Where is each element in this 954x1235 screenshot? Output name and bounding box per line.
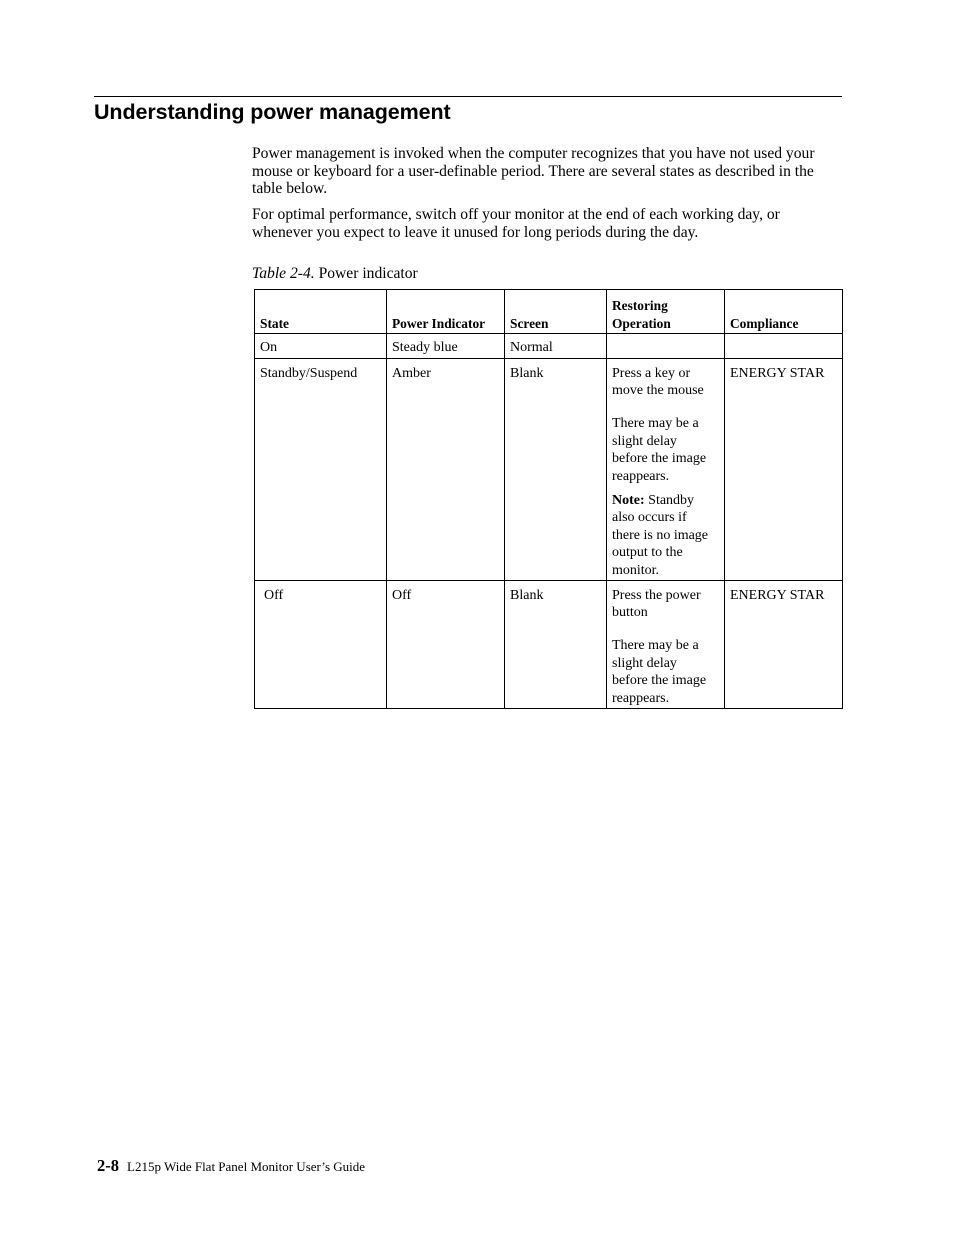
text-line — [612, 492, 719, 509]
table-row-off — [255, 580, 843, 708]
header-power-indicator: Power Indicator — [387, 290, 505, 334]
table-caption-title: Power indicator — [318, 265, 418, 282]
performance-paragraph: For optimal performance, switch off your monitor at the end of each working day, or whenever you expect to leave it unused for long periods during the day. — [252, 206, 780, 241]
restoring-instruction — [612, 365, 719, 400]
text-line: slight delay — [612, 655, 677, 671]
text-line: There may be a — [612, 638, 699, 654]
cell-restoring-operation — [607, 359, 725, 581]
cell-compliance — [725, 334, 843, 359]
header-restoring-operation — [607, 290, 725, 334]
cell-screen: Blank — [505, 359, 607, 581]
text-line: before the image — [612, 451, 707, 467]
cell-screen: Blank — [505, 580, 607, 708]
page-number: 2-8 — [97, 1156, 119, 1175]
table-row-on — [255, 334, 843, 359]
text-line: Press the power — [612, 587, 701, 603]
cell-state: Off — [255, 580, 387, 708]
text-line: before the image — [612, 673, 707, 689]
cell-screen: Normal — [505, 334, 607, 359]
table-caption-label: Table 2-4. — [252, 265, 315, 282]
restoring-instruction — [612, 587, 719, 622]
text-line: there is no image — [612, 527, 709, 543]
text-line: There may be a — [612, 416, 699, 432]
cell-state: Standby/Suspend — [255, 359, 387, 581]
cell-compliance: ENERGY STAR — [725, 359, 843, 581]
text-line: move the mouse — [612, 383, 704, 399]
text-line: reappears. — [612, 690, 670, 706]
cell-state: On — [255, 334, 387, 359]
cell-restoring-operation — [607, 580, 725, 708]
text-line: button — [612, 605, 648, 621]
text-line: reappears. — [612, 468, 670, 484]
text-line: monitor. — [612, 562, 660, 578]
cell-power-indicator: Amber — [387, 359, 505, 581]
cell-restoring-operation — [607, 334, 725, 359]
table-header-row — [255, 290, 843, 334]
page-footer — [97, 1156, 365, 1176]
cell-compliance: ENERGY STAR — [725, 580, 843, 708]
restoring-delay-note — [612, 415, 719, 485]
text-line: also occurs if — [612, 510, 687, 526]
standby-note — [612, 492, 719, 579]
header-restoring-line-2: Operation — [612, 315, 671, 331]
note-label: Note: — [612, 492, 645, 508]
note-text: Standby — [644, 492, 695, 508]
document-title: L215p Wide Flat Panel Monitor User’s Guide — [127, 1159, 366, 1174]
section-heading: Understanding power management — [94, 100, 451, 124]
header-compliance: Compliance — [725, 290, 843, 334]
power-indicator-table — [254, 289, 843, 709]
text-line: Press a key or — [612, 366, 691, 381]
header-state: State — [255, 290, 387, 334]
restoring-delay-note — [612, 637, 719, 707]
cell-power-indicator: Steady blue — [387, 334, 505, 359]
table-caption — [252, 265, 418, 283]
header-restoring-line-1: Restoring — [612, 298, 668, 314]
table-row-standby — [255, 359, 843, 581]
text-line: output to the — [612, 545, 683, 561]
header-screen: Screen — [505, 290, 607, 334]
text-line: slight delay — [612, 433, 677, 449]
cell-power-indicator: Off — [387, 580, 505, 708]
intro-paragraph: Power management is invoked when the computer recognizes that you have not used your mouse or keyboard for a user-definable period. There are several states as described in the table below. — [252, 145, 815, 198]
